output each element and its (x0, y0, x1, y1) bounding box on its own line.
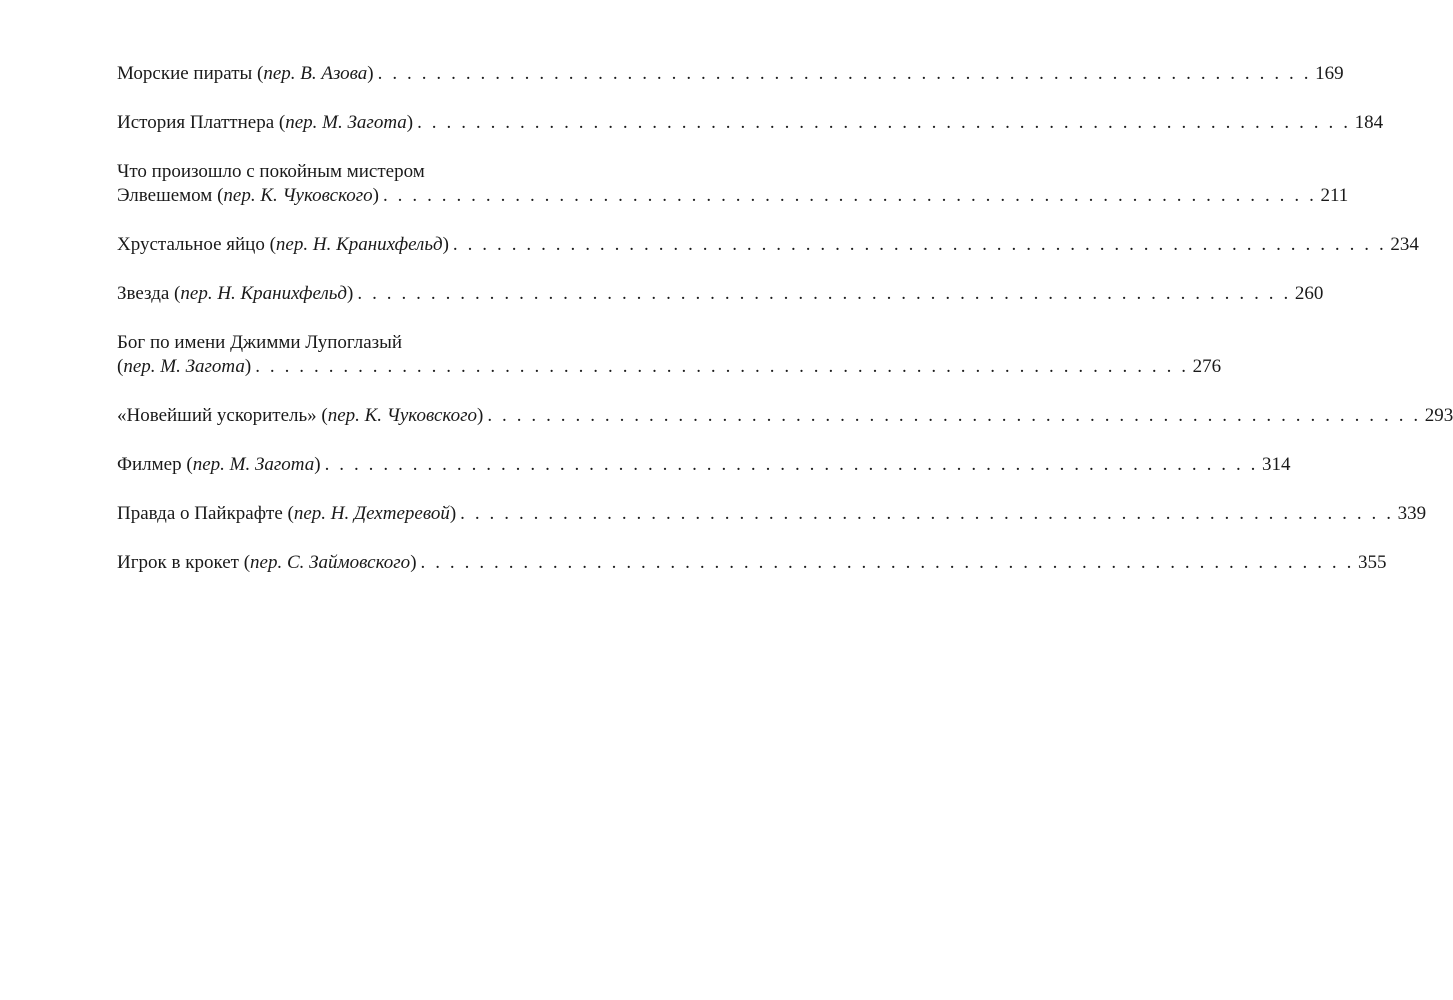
toc-entry (117, 160, 1349, 208)
entry-translator: пер. К. Чуковского (327, 405, 477, 426)
dot-leader: . . . . . . . . . . . . . . . . . . . . . . . . . . . . . . . . . . . . . . . . . . . . . . . . . . . . . . . . . . . . . . . . (357, 283, 1291, 304)
dot-leader: . . . . . . . . . . . . . . . . . . . . . . . . . . . . . . . . . . . . . . . . . . . . . . . . . . . . . . . . . . . . . . . . (324, 454, 1259, 475)
toc-entry (117, 453, 1291, 477)
entry-page-number: 234 (1390, 234, 1419, 255)
toc-entry (117, 404, 1453, 428)
dot-leader: . . . . . . . . . . . . . . . . . . . . . . . . . . . . . . . . . . . . . . . . . . . . . . . . . . . . . . . . . . . . . . . . (420, 552, 1354, 573)
entry-title: Игрок в крокет ( (117, 552, 251, 573)
entry-close-paren: ) (449, 503, 457, 524)
entry-close-paren: ) (410, 552, 417, 573)
entry-close-paren: ) (347, 283, 354, 304)
entry-page-number: 355 (1357, 552, 1387, 573)
entry-page-number: 339 (1397, 503, 1427, 524)
entry-title: Бог по имени Джимми Лупоглазый (117, 332, 403, 353)
toc-entry (117, 111, 1384, 135)
entry-close-paren: ) (372, 185, 379, 206)
dot-leader: . . . . . . . . . . . . . . . . . . . . . . . . . . . . . . . . . . . . . . . . . . . . . . . . . . . . . . . . . . . . . . . . (382, 185, 1317, 206)
entry-close-paren: ) (442, 234, 449, 255)
entry-title-continued: Элвешемом ( (117, 185, 224, 206)
table-of-contents (117, 62, 1453, 600)
entry-translator: пер. В. Азова (263, 63, 368, 84)
entry-page-number: 184 (1354, 112, 1384, 133)
entry-title: История Платтнера ( (117, 112, 286, 133)
toc-entry (117, 282, 1324, 306)
dot-leader: . . . . . . . . . . . . . . . . . . . . . . . . . . . . . . . . . . . . . . . . . . . . . . . . . . . . . . . . . . . . . . . . (255, 356, 1189, 377)
entry-title: Морские пираты ( (117, 63, 264, 84)
toc-entry-line (117, 331, 596, 355)
entry-title: «Новейший ускоритель» ( (117, 405, 328, 426)
entry-close-paren: ) (406, 112, 414, 133)
toc-entry (117, 551, 1387, 575)
toc-entry-line (117, 404, 1453, 428)
toc-entry-line (117, 184, 1349, 208)
entry-close-paren: ) (476, 405, 484, 426)
toc-entry (117, 233, 1419, 257)
entry-page-number: 314 (1262, 454, 1291, 475)
entry-translator: пер. Н. Дехтеревой (293, 503, 450, 524)
entry-translator: пер. К. Чуковского (223, 185, 373, 206)
dot-leader: . . . . . . . . . . . . . . . . . . . . . . . . . . . . . . . . . . . . . . . . . . . . . . . . . . . . . . . . . . . . . . . . (377, 63, 1312, 84)
entry-page-number: 211 (1320, 185, 1349, 206)
toc-entry-line (117, 453, 1291, 477)
toc-entry-line (117, 282, 1324, 306)
toc-entry-line (117, 551, 1387, 575)
toc-entry (117, 62, 1344, 86)
entry-title: Правда о Пайкрафте ( (117, 503, 294, 524)
toc-entry (117, 331, 1222, 379)
toc-entry-line (117, 355, 1222, 379)
dot-leader: . . . . . . . . . . . . . . . . . . . . . . . . . . . . . . . . . . . . . . . . . . . . . . . . . . . . . . . . . . . . . . . . (460, 503, 1394, 524)
entry-translator: пер. С. Займовского (250, 552, 411, 573)
toc-entry-line (117, 111, 1384, 135)
entry-title: Что произошло с покойным мистером (117, 161, 425, 182)
entry-close-paren: ) (367, 63, 374, 84)
toc-entry-line (117, 502, 1427, 526)
entry-page-number: 260 (1294, 283, 1324, 304)
dot-leader: . . . . . . . . . . . . . . . . . . . . . . . . . . . . . . . . . . . . . . . . . . . . . . . . . . . . . . . . . . . . . . . . (487, 405, 1421, 426)
entry-title: Хрустальное яйцо ( (117, 234, 276, 255)
entry-title: Звезда ( (117, 283, 181, 304)
toc-entry-line (117, 62, 1344, 86)
entry-page-number: 276 (1192, 356, 1222, 377)
entry-page-number: 293 (1424, 405, 1453, 426)
entry-title: Филмер ( (117, 454, 193, 475)
toc-entry-line (117, 160, 596, 184)
entry-page-number: 169 (1315, 63, 1344, 84)
entry-translator: пер. Н. Кранихфельд (275, 234, 443, 255)
entry-close-paren: ) (314, 454, 321, 475)
entry-translator: пер. М. Загота (192, 454, 315, 475)
toc-entry (117, 502, 1427, 526)
entry-close-paren: ) (244, 356, 252, 377)
entry-translator: пер. Н. Кранихфельд (180, 283, 348, 304)
dot-leader: . . . . . . . . . . . . . . . . . . . . . . . . . . . . . . . . . . . . . . . . . . . . . . . . . . . . . . . . . . . . . . . . (417, 112, 1351, 133)
entry-translator: пер. М. Загота (123, 356, 245, 377)
dot-leader: . . . . . . . . . . . . . . . . . . . . . . . . . . . . . . . . . . . . . . . . . . . . . . . . . . . . . . . . . . . . . . . . (452, 234, 1387, 255)
entry-title-continued: ( (117, 356, 124, 377)
toc-entry-line (117, 233, 1419, 257)
entry-translator: пер. М. Загота (285, 112, 407, 133)
